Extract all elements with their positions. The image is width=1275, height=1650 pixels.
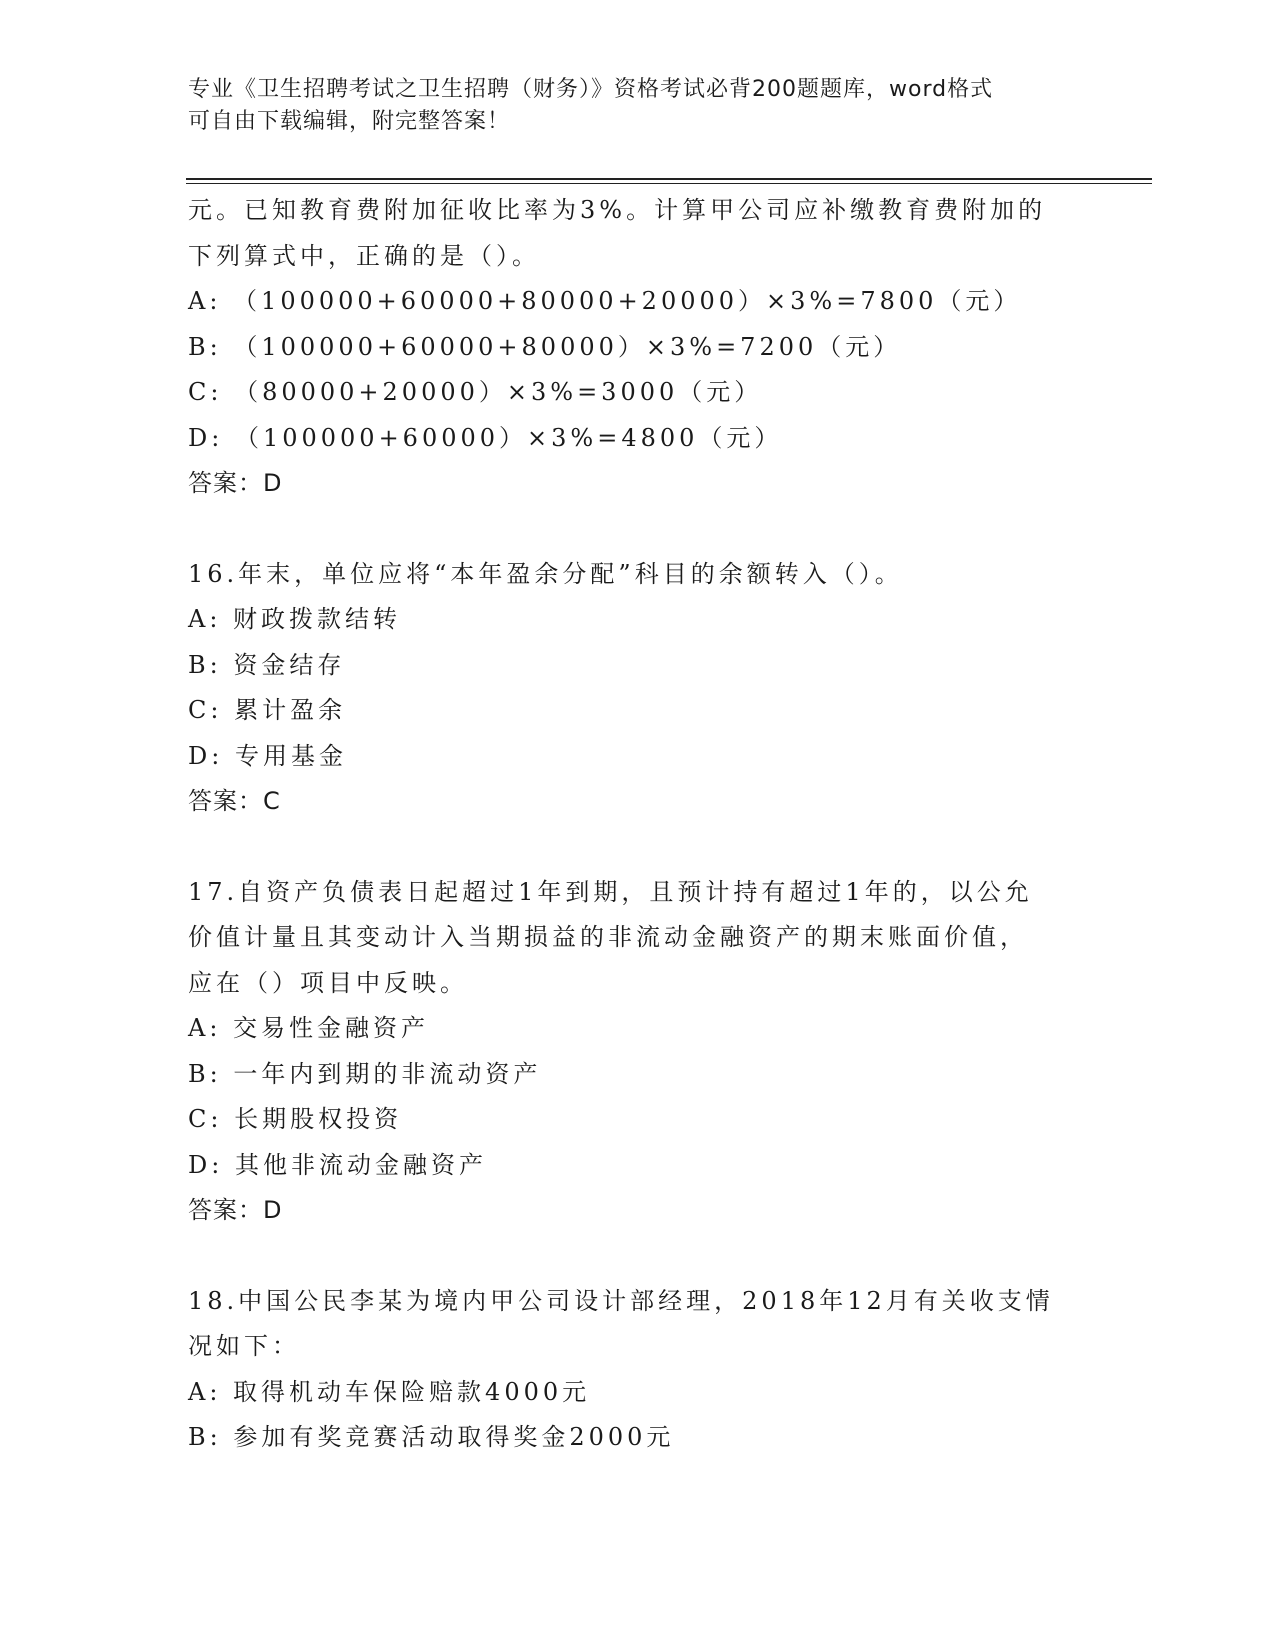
- option-b: B: 资金结存: [188, 650, 346, 679]
- option-b: B: 一年内到期的非流动资产: [188, 1059, 542, 1088]
- option-c: C: 长期股权投资: [188, 1105, 403, 1133]
- option-a: A: 取得机动车保险赔款4000元: [188, 1377, 591, 1406]
- header-title-line-1: 专业《卫生招聘考试之卫生招聘（财务）》资格考试必背200题题库，word格式: [188, 77, 994, 102]
- option-a: A: 财政拨款结转: [188, 605, 402, 633]
- option-a: A: （100000+60000+80000+20000）×3%=7800（元）: [188, 287, 1022, 315]
- question-stem-line: 18.中国公民李某为境内甲公司设计部经理，2018年12月有关收支情: [188, 1286, 1054, 1315]
- header-title-line-2: 可自由下载编辑，附完整答案！: [188, 109, 511, 134]
- question-list: [188, 188, 1128, 1461]
- option-d: D: 专用基金: [188, 741, 347, 770]
- question-spacer: [188, 507, 1128, 552]
- option-c: C: 累计盈余: [188, 696, 347, 724]
- answer-line: 答案：D: [188, 469, 283, 497]
- question-15-continued: [188, 188, 1128, 507]
- option-d: D: （100000+60000）×3%=4800（元）: [188, 423, 783, 452]
- question-stem-line: 应在（）项目中反映。: [188, 968, 468, 997]
- option-d: D: 其他非流动金融资产: [188, 1150, 487, 1179]
- option-c: C: （80000+20000）×3%=3000（元）: [188, 378, 763, 406]
- question-16: [188, 552, 1128, 825]
- option-b: B: 参加有奖竞赛活动取得奖金2000元: [188, 1423, 675, 1451]
- question-stem-line: 16.年末，单位应将“本年盈余分配”科目的余额转入（）。: [188, 559, 903, 588]
- question-17: [188, 870, 1128, 1234]
- option-b: B: （100000+60000+80000）×3%=7200（元）: [188, 332, 902, 361]
- answer-line: 答案：D: [188, 1196, 283, 1224]
- question-stem-line: 17.自资产负债表日起超过1年到期，且预计持有超过1年的，以公允: [188, 877, 1033, 906]
- question-spacer: [188, 825, 1128, 870]
- question-18: [188, 1279, 1128, 1461]
- question-stem-line: 况如下：: [188, 1332, 300, 1360]
- answer-line: 答案：C: [188, 787, 281, 815]
- header-divider: [186, 178, 1152, 184]
- question-stem-line: 元。已知教育费附加征收比率为3%。计算甲公司应补缴教育费附加的: [188, 196, 1047, 224]
- question-stem-line: 下列算式中，正确的是（）。: [188, 241, 540, 270]
- question-spacer: [188, 1234, 1128, 1279]
- option-a: A: 交易性金融资产: [188, 1014, 430, 1042]
- document-header: [188, 74, 1088, 138]
- question-stem-line: 价值计量且其变动计入当期损益的非流动金融资产的期末账面价值，: [188, 923, 1028, 951]
